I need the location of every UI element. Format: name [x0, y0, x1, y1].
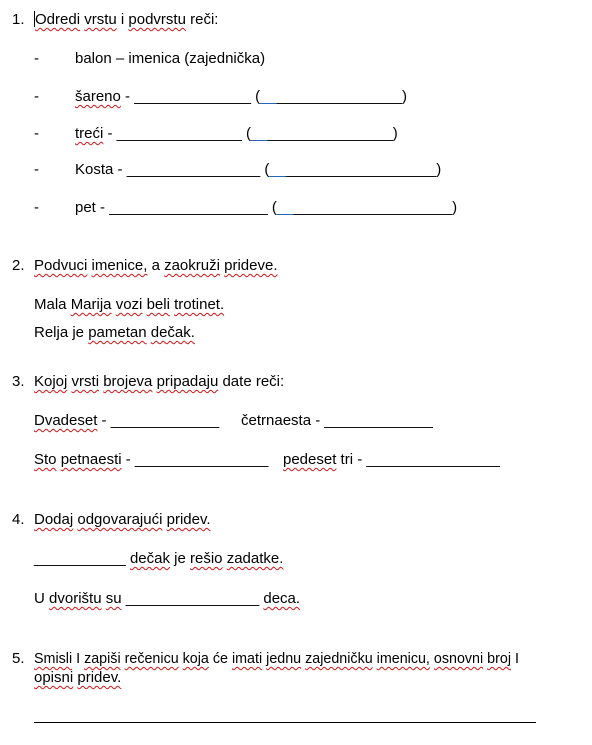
word: i [120, 11, 125, 28]
word: zadatke. [226, 550, 284, 567]
item-blank: - _______________ [103, 125, 246, 142]
paren-fill: __________________) [286, 161, 442, 178]
word: beli [146, 296, 170, 313]
item-blank: - ______________ [120, 88, 256, 105]
word: petnaesti [60, 451, 122, 468]
q4-title [34, 511, 211, 529]
item-blank: - ________________ [113, 161, 265, 178]
word: rešio [190, 550, 223, 567]
word: brojeva [103, 373, 153, 390]
paren: ( [245, 125, 251, 142]
q2-number: 2. [12, 257, 25, 274]
q1-item-5 [75, 199, 457, 217]
q2-sentence-1 [34, 296, 224, 314]
paren-blank: __ [250, 125, 268, 142]
item-word: treći [75, 125, 104, 142]
word: osnovni [433, 651, 484, 667]
q1-title [34, 11, 218, 29]
word: pedeset [283, 451, 337, 468]
paren-fill: _______________) [276, 88, 407, 105]
word: Dvadeset [34, 412, 98, 429]
word: pripadaju [156, 373, 219, 390]
word: vozi [115, 296, 143, 313]
word: pridev. [166, 511, 211, 528]
q1-item-4 [75, 161, 441, 179]
paren-blank: __ [269, 161, 287, 178]
word: date [222, 373, 252, 390]
blank: ________________ [121, 590, 264, 607]
blank: - _____________ [311, 412, 433, 429]
paren-blank: __ [260, 88, 277, 105]
q2-sentence-2 [34, 324, 195, 342]
q3-row-2-right [283, 451, 500, 469]
word: opisni [34, 669, 74, 686]
q4-sentence-2 [34, 590, 300, 608]
word: I [514, 651, 519, 667]
q1-number: 1. [12, 11, 25, 28]
paren: ( [255, 88, 261, 105]
q1-dash-3: - [34, 125, 39, 142]
word: su [105, 590, 122, 607]
word: zaokruži [164, 257, 220, 274]
word: pridev. [77, 669, 122, 686]
paren-fill: ___________________) [293, 199, 458, 216]
word: odgovarajući [77, 511, 163, 528]
word: imenicu, [376, 651, 430, 667]
word: Mala [34, 296, 67, 313]
word: zapiši [84, 651, 121, 667]
q3-number: 3. [12, 373, 25, 390]
word: Sto [34, 451, 57, 468]
q5-line-1 [34, 650, 519, 668]
q4-sentence-1 [34, 550, 283, 568]
word: zajedničku [305, 651, 373, 667]
word: Odredi [35, 11, 81, 28]
blank: tri - ________________ [336, 451, 500, 468]
word: reči: [190, 11, 219, 28]
blank: - ________________ [121, 451, 269, 468]
word: reči: [255, 373, 285, 390]
q1-dash-5: - [34, 199, 39, 216]
item-word: Kosta [75, 161, 114, 178]
word: jednu [266, 651, 302, 667]
blank: - _____________ [97, 412, 220, 429]
word: Kojoj [34, 373, 68, 390]
q5-number: 5. [12, 650, 25, 667]
word: Dodaj [34, 511, 74, 528]
word: Marija [70, 296, 112, 313]
word: vrstu [84, 11, 117, 28]
item-blank: - ___________________ [95, 199, 272, 216]
word: će [212, 651, 228, 667]
q3-title [34, 373, 284, 391]
word: četrnaesta [241, 412, 312, 429]
paren: ( [271, 199, 277, 216]
word: dvorištu [49, 590, 102, 607]
paren: ( [264, 161, 270, 178]
word: I [76, 651, 81, 667]
word: Smisli [34, 651, 73, 667]
answer-line [34, 722, 536, 723]
word: Podvuci [34, 257, 88, 274]
word: imati [231, 651, 263, 667]
q3-row-1-right [241, 412, 433, 430]
word: podvrstu [128, 11, 186, 28]
word: deca. [263, 590, 301, 607]
word: vrsti [71, 373, 100, 390]
word: trotinet. [174, 296, 225, 313]
word: Relja je [34, 324, 85, 341]
item-word: pet [75, 199, 96, 216]
word: prideve. [224, 257, 278, 274]
q1-dash-1: - [34, 50, 39, 67]
q3-row-2-left [34, 451, 268, 469]
item-word: šareno [75, 88, 121, 105]
q5-line-2 [34, 669, 121, 687]
word: je [174, 550, 186, 567]
word: a [151, 257, 160, 274]
word: rečenicu [124, 651, 179, 667]
q1-item-3 [75, 125, 398, 143]
word: U [34, 590, 45, 607]
q4-number: 4. [12, 511, 25, 528]
q3-row-1-left [34, 412, 219, 430]
word: koja [182, 651, 209, 667]
paren-fill: _______________) [267, 125, 398, 142]
q2-title [34, 257, 278, 275]
blank: ___________ [34, 550, 126, 567]
q1-dash-4: - [34, 161, 39, 178]
q1-dash-2: - [34, 88, 39, 105]
q1-item-2 [75, 88, 407, 106]
word: pametan [88, 324, 147, 341]
word: imenice, [91, 257, 148, 274]
paren-blank: __ [276, 199, 294, 216]
item-text: balon – imenica (zajednička) [75, 50, 266, 67]
word: dečak [129, 550, 170, 567]
q1-item-1 [75, 50, 265, 68]
word: broj [487, 651, 511, 667]
word: dečak. [150, 324, 195, 341]
